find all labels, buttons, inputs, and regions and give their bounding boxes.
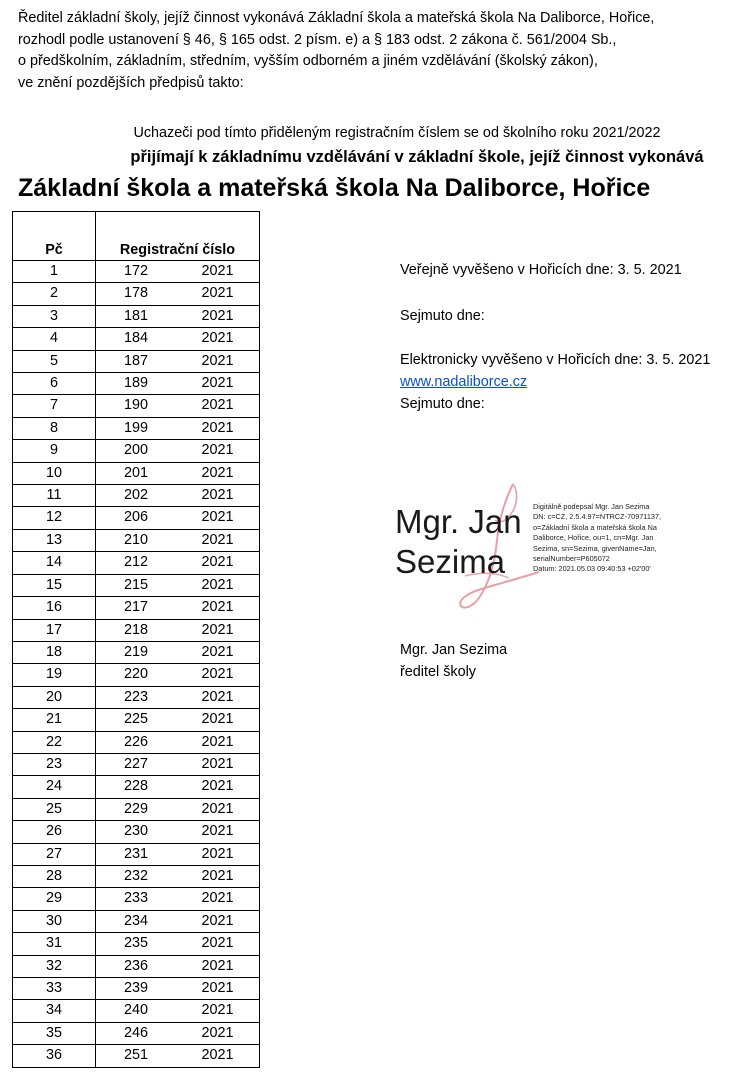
registration-year: 2021	[176, 597, 260, 619]
row-number: 20	[13, 686, 96, 708]
registration-number: 235	[96, 933, 177, 955]
row-number: 28	[13, 865, 96, 887]
table-row	[13, 350, 260, 372]
registration-year: 2021	[176, 731, 260, 753]
table-row	[13, 328, 260, 350]
digital-signature	[395, 480, 735, 610]
registration-year: 2021	[176, 910, 260, 932]
signatory-role: ředitel školy	[400, 664, 476, 680]
registration-year: 2021	[176, 574, 260, 596]
registration-number: 239	[96, 978, 177, 1000]
registration-year: 2021	[176, 753, 260, 775]
registration-number: 206	[96, 507, 177, 529]
row-number: 19	[13, 664, 96, 686]
table-row	[13, 776, 260, 798]
registration-number: 240	[96, 1000, 177, 1022]
registration-number: 199	[96, 417, 177, 439]
registration-number: 215	[96, 574, 177, 596]
signature-name-line: Mgr. Jan	[395, 503, 522, 540]
signature-detail-line: o=Základní škola a mateřská škola Na	[533, 522, 657, 532]
table-row	[13, 373, 260, 395]
signature-detail-line: Digitálně podepsal Mgr. Jan Sezima	[533, 502, 650, 511]
registration-year: 2021	[176, 619, 260, 641]
intro-line: rozhodl podle ustanovení § 46, § 165 odst. 2 písm. e) a § 183 odst. 2 zákona č. 561/2004 Sb.,	[18, 31, 617, 48]
registration-number: 223	[96, 686, 177, 708]
signature-detail-line: serialNumber=P605072	[533, 554, 610, 564]
header-registration-number: Registrační číslo	[96, 212, 260, 261]
signatory-name: Mgr. Jan Sezima	[400, 642, 508, 658]
row-number: 17	[13, 619, 96, 641]
table-row	[13, 686, 260, 708]
signature-detail-line: Daliborce, Hořice, ou=1, cn=Mgr. Jan	[533, 533, 654, 543]
row-number: 26	[13, 821, 96, 843]
table-row	[13, 395, 260, 417]
table-row	[13, 709, 260, 731]
registration-year: 2021	[176, 305, 260, 327]
registration-year: 2021	[176, 865, 260, 887]
registration-number: 236	[96, 955, 177, 977]
registration-year: 2021	[176, 350, 260, 372]
table-row	[13, 798, 260, 820]
registration-year: 2021	[176, 395, 260, 417]
intro-paragraph	[18, 8, 738, 94]
table-row	[13, 664, 260, 686]
registration-year: 2021	[176, 776, 260, 798]
registration-number: 226	[96, 731, 177, 753]
table-row	[13, 485, 260, 507]
registration-number: 190	[96, 395, 177, 417]
registration-number: 246	[96, 1022, 177, 1044]
registration-year: 2021	[176, 978, 260, 1000]
registration-number: 201	[96, 462, 177, 484]
row-number: 3	[13, 305, 96, 327]
table-row	[13, 1022, 260, 1044]
registration-year: 2021	[176, 552, 260, 574]
table-body	[13, 261, 260, 1068]
registration-number: 189	[96, 373, 177, 395]
table-row	[13, 843, 260, 865]
intro-line: o předškolním, základním, středním, vyšším odborném a jiném vzdělávání (školský zákon),	[18, 53, 598, 69]
removed-date-label: Sejmuto dne:	[400, 308, 485, 324]
table-row	[13, 552, 260, 574]
row-number: 10	[13, 462, 96, 484]
registration-number: 234	[96, 910, 177, 932]
row-number: 8	[13, 417, 96, 439]
registration-year: 2021	[176, 507, 260, 529]
row-number: 35	[13, 1022, 96, 1044]
row-number: 24	[13, 776, 96, 798]
table-row	[13, 417, 260, 439]
registration-year: 2021	[176, 462, 260, 484]
row-number: 6	[13, 373, 96, 395]
registration-number: 232	[96, 865, 177, 887]
registration-year: 2021	[176, 1000, 260, 1022]
table-row	[13, 731, 260, 753]
registration-table	[12, 211, 260, 1068]
table-row	[13, 955, 260, 977]
row-number: 14	[13, 552, 96, 574]
registration-number: 225	[96, 709, 177, 731]
registration-number: 217	[96, 597, 177, 619]
posted-publicly: Veřejně vyvěšeno v Hořicích dne: 3. 5. 2021	[400, 262, 682, 278]
signature-detail-line: DN: c=CZ, 2.5.4.97=NTRCZ-70971137,	[533, 512, 662, 522]
table-row	[13, 507, 260, 529]
row-number: 16	[13, 597, 96, 619]
registration-number: 202	[96, 485, 177, 507]
registration-number: 212	[96, 552, 177, 574]
registration-year: 2021	[176, 328, 260, 350]
registration-number: 200	[96, 440, 177, 462]
signature-name-line: Sezima	[395, 543, 506, 580]
row-number: 25	[13, 798, 96, 820]
table-header-row	[13, 212, 260, 261]
removed-date-label-electronic: Sejmuto dne:	[400, 396, 485, 412]
registration-number: 210	[96, 529, 177, 551]
table-row	[13, 821, 260, 843]
school-name: Základní škola a mateřská škola Na Daliborce, Hořice	[18, 174, 651, 202]
registration-year: 2021	[176, 417, 260, 439]
row-number: 33	[13, 978, 96, 1000]
signature-detail-line: Sezima, sn=Sezima, givenName=Jan,	[533, 543, 657, 553]
table-row	[13, 910, 260, 932]
registration-year: 2021	[176, 686, 260, 708]
registration-number: 181	[96, 305, 177, 327]
row-number: 23	[13, 753, 96, 775]
row-number: 7	[13, 395, 96, 417]
table-row	[13, 440, 260, 462]
intro-line: ve znění pozdějších předpisů takto:	[18, 74, 244, 91]
registration-year: 2021	[176, 933, 260, 955]
registration-year: 2021	[176, 283, 260, 305]
registration-number: 227	[96, 753, 177, 775]
table-row	[13, 641, 260, 663]
registration-year: 2021	[176, 641, 260, 663]
signature-name	[395, 502, 522, 582]
registration-year: 2021	[176, 1022, 260, 1044]
row-number: 34	[13, 1000, 96, 1022]
row-number: 30	[13, 910, 96, 932]
registration-number: 218	[96, 619, 177, 641]
table-row	[13, 597, 260, 619]
table-row	[13, 574, 260, 596]
signature-detail-line: Datum: 2021.05.03 09:40:53 +02'00'	[533, 564, 651, 574]
registration-year: 2021	[176, 955, 260, 977]
registration-number: 251	[96, 1045, 177, 1067]
table-row	[13, 261, 260, 283]
table-row	[13, 978, 260, 1000]
row-number: 12	[13, 507, 96, 529]
signature-details	[533, 502, 733, 575]
table-row	[13, 462, 260, 484]
registration-year: 2021	[176, 709, 260, 731]
row-number: 29	[13, 888, 96, 910]
registration-number: 187	[96, 350, 177, 372]
table-row	[13, 619, 260, 641]
registration-number: 219	[96, 641, 177, 663]
table-row	[13, 933, 260, 955]
row-number: 13	[13, 529, 96, 551]
table-row	[13, 283, 260, 305]
row-number: 32	[13, 955, 96, 977]
row-number: 15	[13, 574, 96, 596]
table-row	[13, 1045, 260, 1067]
table-row	[13, 1000, 260, 1022]
registration-year: 2021	[176, 529, 260, 551]
registration-year: 2021	[176, 440, 260, 462]
registration-number: 178	[96, 283, 177, 305]
registration-year: 2021	[176, 843, 260, 865]
registration-year: 2021	[176, 664, 260, 686]
registration-number: 233	[96, 888, 177, 910]
row-number: 5	[13, 350, 96, 372]
table-row	[13, 888, 260, 910]
registration-year: 2021	[176, 888, 260, 910]
website-link[interactable]: www.nadaliborce.cz	[400, 374, 528, 390]
registration-year: 2021	[176, 821, 260, 843]
intro-line: Ředitel základní školy, jejíž činnost vykonává Základní škola a mateřská škola Na Daliborce, Hořice,	[18, 10, 655, 26]
table-row	[13, 865, 260, 887]
row-number: 4	[13, 328, 96, 350]
registration-number: 229	[96, 798, 177, 820]
row-number: 27	[13, 843, 96, 865]
registration-year: 2021	[176, 261, 260, 283]
row-number: 21	[13, 709, 96, 731]
row-number: 9	[13, 440, 96, 462]
registration-number: 172	[96, 261, 177, 283]
decision-line: Uchazeči pod tímto přiděleným registračním číslem se od školního roku 2021/2022	[133, 125, 661, 141]
registration-number: 228	[96, 776, 177, 798]
table-row	[13, 529, 260, 551]
registration-number: 230	[96, 821, 177, 843]
registration-year: 2021	[176, 798, 260, 820]
row-number: 22	[13, 731, 96, 753]
registration-year: 2021	[176, 1045, 260, 1067]
posted-electronically: Elektronicky vyvěšeno v Hořicích dne: 3. 5. 2021	[400, 352, 711, 368]
row-number: 11	[13, 485, 96, 507]
header-pc: Pč	[13, 212, 96, 261]
registration-number: 184	[96, 328, 177, 350]
row-number: 36	[13, 1045, 96, 1067]
registration-year: 2021	[176, 373, 260, 395]
row-number: 31	[13, 933, 96, 955]
row-number: 1	[13, 261, 96, 283]
table-row	[13, 753, 260, 775]
registration-number: 231	[96, 843, 177, 865]
decision-line-bold: přijímají k základnímu vzdělávání v základní škole, jejíž činnost vykonává	[130, 148, 704, 166]
table-row	[13, 305, 260, 327]
row-number: 2	[13, 283, 96, 305]
row-number: 18	[13, 641, 96, 663]
registration-number: 220	[96, 664, 177, 686]
registration-year: 2021	[176, 485, 260, 507]
